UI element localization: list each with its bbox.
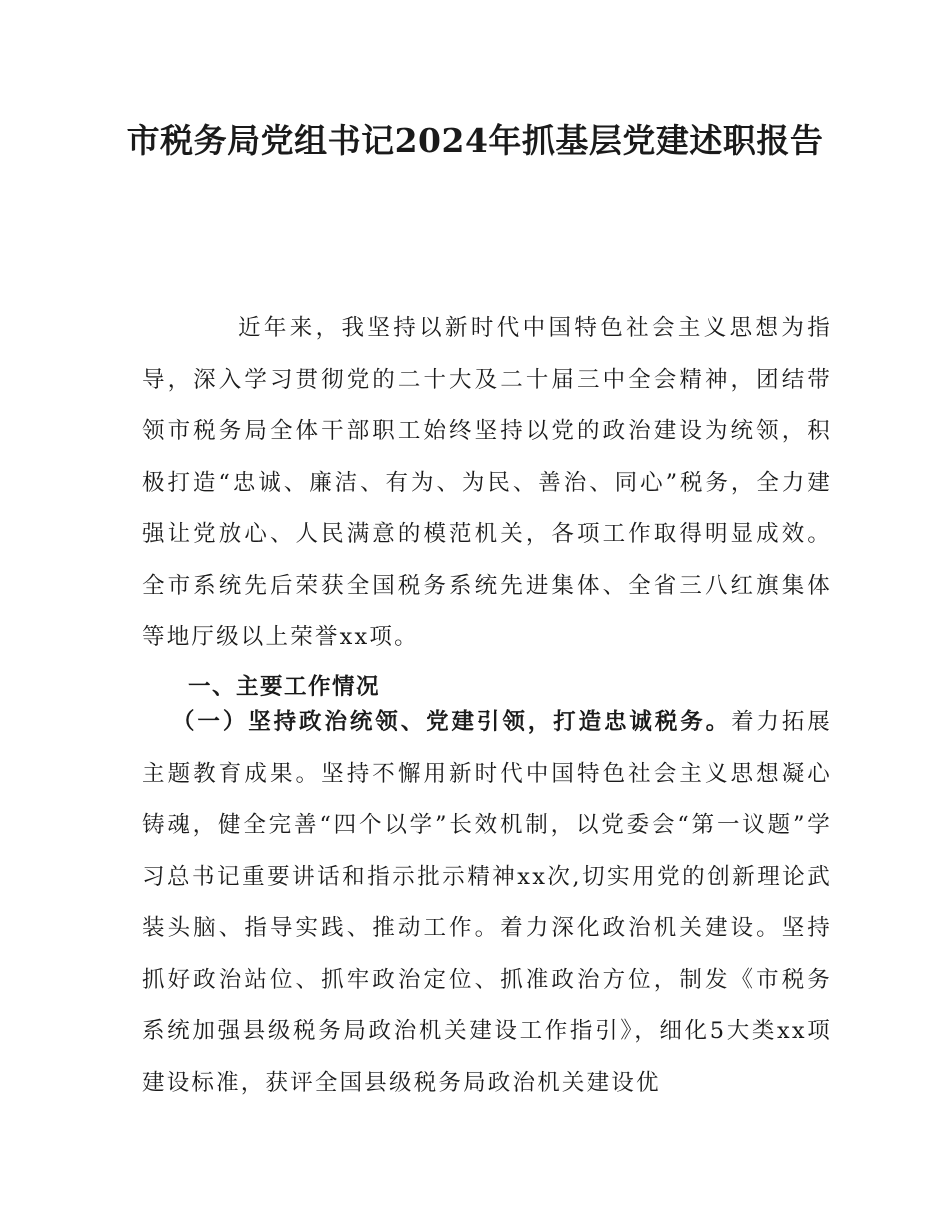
paragraph-sub-heading: （一）坚持政治统领、党建引领，打造忠诚税务。 bbox=[172, 709, 732, 735]
section-paragraph-1 bbox=[142, 697, 832, 1109]
section-heading: 一、主要工作情况 bbox=[188, 674, 381, 700]
document-title: 市税务局党组书记2024年抓基层党建述职报告 bbox=[126, 121, 824, 160]
paragraph-body-text: 着力拓展主题教育成果。坚持不懈用新时代中国特色社会主义思想凝心铸魂，健全完善“四个以学”长效机制，以党委会“第一议题”学习总书记重要讲话和指示批示精神xx次,切实用党的创新理论武装头脑、指导实践、推动工作。着力深化政治机关建设。坚持抓好政治站位、抓牢政治定位、抓准政治方位，制发《市税务系统加强县级税务局政治机关建设工作指引》，细化5大类xx项建设标准，获评全国县级税务局政治机关建设优 bbox=[142, 709, 832, 1096]
intro-paragraph: 近年来，我坚持以新时代中国特色社会主义思想为指导，深入学习贯彻党的二十大及二十届三中全会精神，团结带领市税务局全体干部职工始终坚持以党的政治建设为统领，积极打造“忠诚、廉洁、有为、为民、善治、同心”税务，全力建强让党放心、人民满意的模范机关，各项工作取得明显成效。全市系统先后荣获全国税务系统先进集体、全省三八红旗集体等地厅级以上荣誉xx项。 bbox=[142, 315, 832, 650]
